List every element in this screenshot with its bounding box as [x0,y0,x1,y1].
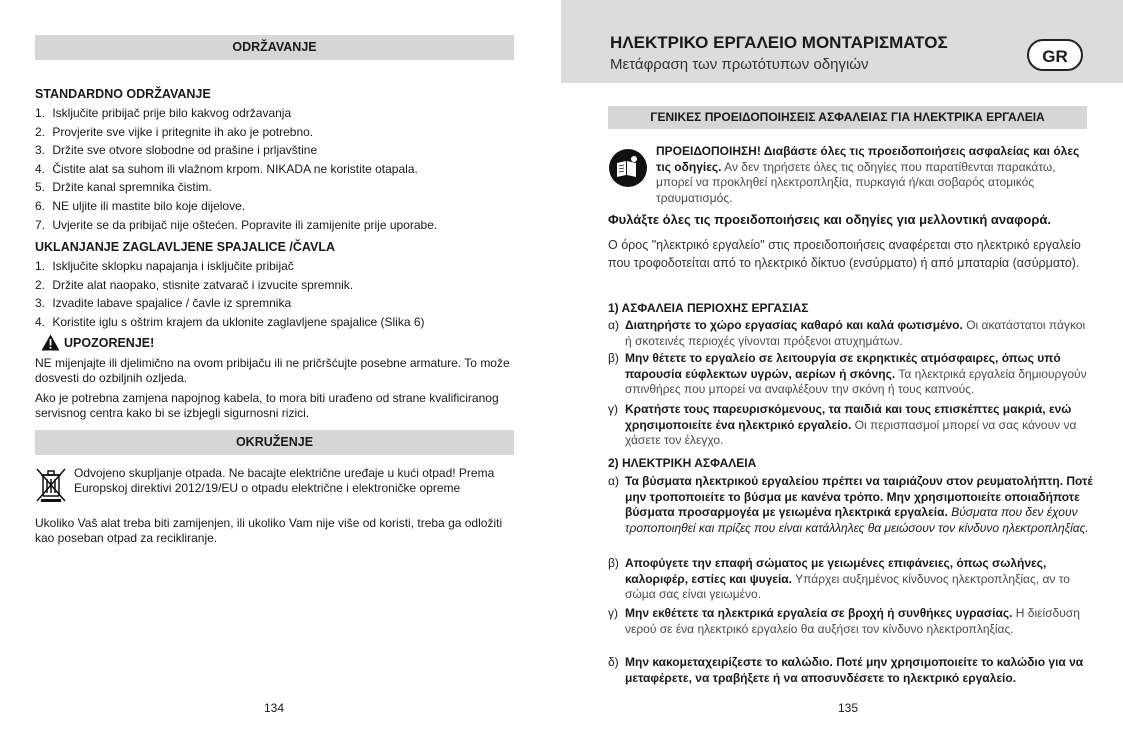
jam-removal-heading: UKLANJANJE ZAGLAVLJENE SPAJALICE /ČAVLA [35,240,336,254]
environment-section-bar: OKRUŽENJE [35,430,514,455]
list-item: β) Μην θέτετε το εργαλείο σε λειτουργία σε εκρηκτικές ατμόσφαιρες, όπως υπό παρουσία εύφλεκτων υγρών, αερίων ή σκόνης. Τα ηλεκτρικά εργαλεία δημιουργούν σπινθήρες που μπορεί να αναφλέξουν την σκόνη ή τους καπνούς. [608,351,1087,396]
recycling-text: Ukoliko Vaš alat treba biti zamijenjen, ili ukoliko Vam nije više od koristi, treba ga odložiti kao poseban otpad za recikliranje. [35,516,503,545]
list-item: 3. Izvadite labave spajalice / čavle iz spremnika [35,296,292,311]
document-title: ΗΛΕΚΤΡΙΚΟ ΕΡΓΑΛΕΙΟ ΜΟΝΤΑΡΙΣΜΑΤΟΣ [610,33,948,52]
document-subtitle: Μετάφραση των πρωτότυπων οδηγιών [610,56,869,73]
list-item: 4. Koristite iglu s oštrim krajem da uklonite zaglavljene spajalice (Slika 6) [35,314,425,329]
list-item: γ) Μην εκθέτετε τα ηλεκτρικά εργαλεία σε βροχή ή συνθήκες υγρασίας. Η διείσδυση νερού σε ένα ηλεκτρικό εργαλείο θα αυξήσει τον κίνδυνο ηλεκτροπληξίας. [608,606,1080,636]
list-item: 6. NE uljite ili mastite bilo koje dijelove. [35,198,246,213]
language-badge: GR [1027,39,1083,71]
list-item: β) Αποφύγετε την επαφή σώματος με γειωμένες επιφάνειες, όπως σωλήνες, καλοριφέρ, εστίες και ψυγεία. Υπάρχει αυξημένος κίνδυνος ηλεκτροπληξίας, αν το σώμα σας είναι γειωμένο. [608,556,1070,601]
list-item: δ) Μην κακομεταχειρίζεστε το καλώδιο. Ποτέ μην χρησιμοποιείτε το καλώδιο για να μεταφέρετε, να τραβήξετε ή να αποσυνδέσετε το ηλεκτρικό εργαλείο. [608,655,1084,685]
list-item: 1. Isključite sklopku napajanja i isključite pribijač [35,259,294,273]
warning-text: NE mijenjajte ili djelimično na ovom pribijaču ili ne pričršćujte posebne armature. To može dosvesti do ozbiljnih ozljeda. [35,356,510,385]
standard-maintenance-heading: STANDARDNO ODRŽAVANJE [35,87,211,101]
list-item: 7. Uvjerite se da pribijač nije oštećen. Popravite ili zamijenite prije uporabe. [35,217,438,232]
list-item: 2. Provjerite sve vijke i pritegnite ih ako je potrebno. [35,124,314,139]
keep-instructions-text: Φυλάξτε όλες τις προειδοποιήσεις και οδηγίες για μελλοντική αναφορά. [608,212,1052,227]
warning-label: UPOZORENJE! [64,335,155,350]
electrical-safety-heading: 2) ΗΛΕΚΤΡΙΚΗ ΑΣΦΑΛΕΙΑ [608,456,757,470]
list-item: 5. Držite kanal spremnika čistim. [35,180,212,195]
list-item: 3. Držite sve otvore slobodne od prašine i prljavštine [35,143,318,158]
warning-triangle-icon [41,334,60,351]
jam-removal-list [35,257,425,331]
list-item: γ) Κρατήστε τους παρευρισκόμενους, τα παιδιά και τους επισκέπτες μακριά, ενώ χρησιμοποιείτε ένα ηλεκτρικό εργαλείο. Οι περισπασμοί μπορεί να σας κάνουν να χάσετε τον έλεγχο. [608,402,1077,447]
page-number: 134 [264,701,285,715]
safety-section-bar: ΓΕΝΙΚΕΣ ΠΡΟΕΙΔΟΠΟΙΗΣΕΙΣ ΑΣΦΑΛΕΙΑΣ ΓΙΑ ΗΛΕΚΤΡΙΚΑ ΕΡΓΑΛΕΙΑ [608,106,1087,129]
maintenance-section-bar: ODRŽAVANJE [35,35,514,60]
read-instructions-warning [656,144,1091,206]
warning-detail-text: Αν δεν τηρήσετε όλες τις οδηγίες που παρατίθενται παρακάτω, μπορεί να προκληθεί ηλεκτροπληξία, πυρκαγιά ή/και σοβαρός ατομικός τραυματισμός. [656,159,1056,205]
list-item: 2. Držite alat naopako, stisnite zatvarač i izvucite spremnik. [35,277,354,292]
list-item: α) Τα βύσματα ηλεκτρικού εργαλείου πρέπει να ταιριάζουν στον ρευματολήπτη. Ποτέ μην τροποποιείτε το βύσμα με κανένα τρόπο. Μην χρησιμοποιείτε οποιαδήποτε βύσματα προσαρμογέα με γειωμένα ηλεκτρικά εργαλεία. Βύσματα που δεν έχουν τροποποιηθεί και πρίζες που είναι κατάλληλες θα μειώσουν τον κίνδυνο ηλεκτροπληξίας. [608,474,1093,535]
list-item: α) Διατηρήστε το χώρο εργασίας καθαρό και καλά φωτισμένο. Οι ακατάστατοι πάγκοι ή σκοτεινές περιοχές γίνονται πρόξενοι ατυχημάτων. [608,318,1086,348]
weee-text: Odvojeno skupljanje otpada. Ne bacajte električne uređaje u kući otpad! Prema Europskoj direktivi 2012/19/EU o otpadu električne i elektroničke opreme [74,466,495,495]
read-manual-icon [608,148,648,188]
page-number: 135 [838,701,859,715]
cable-replacement-text: Ako je potrebna zamjena napojnog kabela, to mora biti urađeno od strane kvalificiranog servisnog centra kako bi se izbjegli sigurnosni rizici. [35,391,499,420]
warning-heading [41,334,154,351]
right-page [561,0,1123,739]
list-item: 1. Isključite pribijač prije bilo kakvog održavanja [35,106,292,120]
list-item: 4. Čistite alat sa suhom ili vlažnom krpom. NIKADA ne koristite otapala. [35,161,418,176]
definition-text: Ο όρος "ηλεκτρικό εργαλείο" στις προειδοποιήσεις αναφέρεται στο ηλεκτρικό εργαλείο που τροφοδοτείται από το ηλεκτρικό δίκτυο (ενσύρματο) ή από μπαταρία (ασύρματο). [608,238,1081,270]
work-area-safety-heading: 1) ΑΣΦΑΛΕΙΑ ΠΕΡΙΟΧΗΣ ΕΡΓΑΣΙΑΣ [608,301,809,315]
standard-maintenance-list [35,104,437,234]
weee-bin-icon [35,466,67,504]
warning-bold-text: ΠΡΟΕΙΔΟΠΟΙΗΣΗ! Διαβάστε όλες τις προειδοποιήσεις ασφαλείας και όλες τις οδηγίες. [656,144,1080,174]
